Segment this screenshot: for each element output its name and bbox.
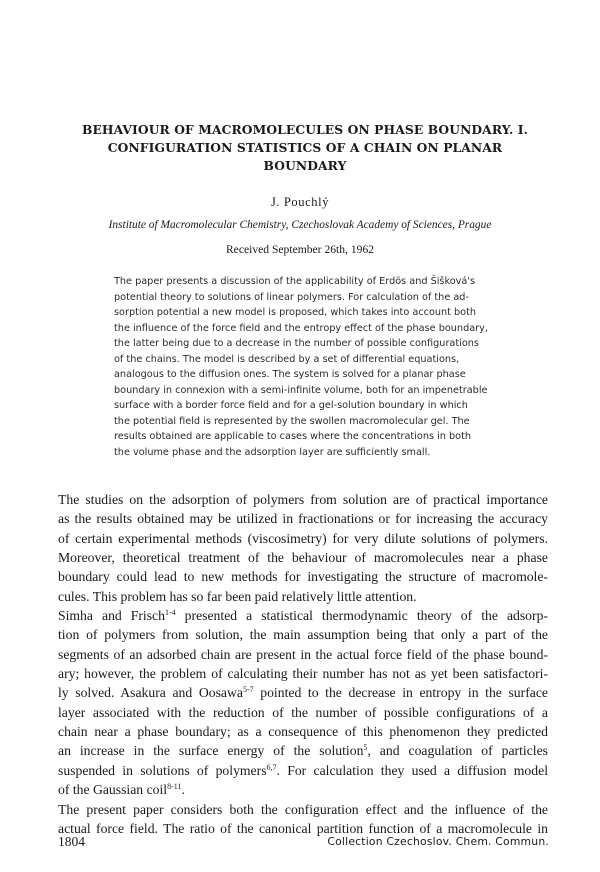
body-text-run: an increase in the surface energy of the solution xyxy=(58,743,364,759)
body-line: tion of polymers from solution, the main assumption being that only a part of the xyxy=(58,627,548,643)
abstract-line: sorption potential a new model is proposed, which takes into account both xyxy=(114,307,477,319)
body-line: Moreover, theoretical treatment of the behaviour of macromolecules near a phase xyxy=(58,550,548,566)
abstract-line: the volume phase and the adsorption layer are sufficiently small. xyxy=(114,447,431,459)
body-text-run: , and coagulation of particles xyxy=(367,743,548,759)
abstract-line: the influence of the force field and the entropy effect of the phase boundary, xyxy=(114,322,488,334)
abstract-line: analogous to the diffusion ones. The system is solved for a planar phase xyxy=(114,369,466,381)
abstract-line: boundary in connexion with a semi-infinite volume, both for an impenetrable xyxy=(114,384,488,396)
title-line-1: BEHAVIOUR OF MACROMOLECULES ON PHASE BOUNDARY. I. xyxy=(81,122,529,137)
body-text xyxy=(58,490,548,838)
body-line xyxy=(58,741,548,760)
abstract-line: results obtained are applicable to cases where the concentrations in both xyxy=(114,431,472,443)
abstract-line: the latter being due to a decrease in the number of possible configurations xyxy=(114,338,479,350)
abstract-line: of the chains. The model is described by a set of differential equations, xyxy=(114,353,460,365)
body-text-run: presented a statistical thermodynamic theory of the adsorp- xyxy=(175,608,548,624)
body-text-run: of the Gaussian coil xyxy=(58,782,168,798)
body-line: as the results obtained may be utilized in fractionations or for increasing the accuracy xyxy=(58,511,548,527)
abstract-line: potential theory to solutions of linear polymers. For calculation of the ad- xyxy=(114,291,469,303)
title-line-2: CONFIGURATION STATISTICS OF A CHAIN ON PLANAR BOUNDARY xyxy=(107,140,503,173)
body-line: cules. This problem has so far been paid relatively little attention. xyxy=(58,588,417,604)
citation-ref: 5-7 xyxy=(242,685,254,695)
citation-ref: 6,7 xyxy=(266,762,277,772)
body-line: layer associated with the reduction of the number of possible configurations of a xyxy=(58,704,548,720)
body-text-run: Simha and Frisch xyxy=(58,608,165,624)
body-line xyxy=(58,683,548,702)
abstract xyxy=(114,274,488,461)
received-date: Received September 26th, 1962 xyxy=(225,243,375,256)
body-line: The present paper considers both the configuration effect and the influence of the xyxy=(58,801,548,817)
body-line xyxy=(58,761,548,780)
article-title xyxy=(40,121,570,175)
body-text-run: suspended in solutions of polymers xyxy=(58,762,267,778)
author-affiliation: Institute of Macromolecular Chemistry, Czechoslovak Academy of Sciences, Prague xyxy=(108,219,492,231)
journal-name: Collection Czechoslov. Chem. Commun. xyxy=(327,835,549,848)
body-line: The studies on the adsorption of polymers from solution are of practical importance xyxy=(58,492,548,507)
body-line: boundary could lead to new methods for investigating the structure of macromole- xyxy=(58,569,548,585)
body-line: ary; however, the problem of calculating their number has not as yet been satisfactori- xyxy=(58,666,548,682)
page-number: 1804 xyxy=(58,834,85,849)
body-text-run: pointed to the decrease in entropy in the surface xyxy=(253,685,548,701)
body-line: of certain experimental methods (viscosimetry) for very dilute solutions of polymers. xyxy=(58,530,548,546)
body-line: actual force field. The ratio of the canonical partition function of a macromolecule in xyxy=(58,820,548,836)
citation-ref: 1-4 xyxy=(164,608,176,618)
abstract-line: The paper presents a discussion of the applicability of Erdös and Šišková's xyxy=(114,276,476,287)
body-text-run: . For calculation they used a diffusion model xyxy=(276,762,548,778)
body-line: segments of an adsorbed chain are present in the actual force field of the phase bound- xyxy=(58,646,548,662)
abstract-line: the potential field is represented by the swollen macromolecular gel. The xyxy=(114,415,470,427)
body-line xyxy=(58,606,548,625)
citation-ref: 8-11 xyxy=(167,782,182,792)
body-line: chain near a phase boundary; as a consequence of this phenomenon they predicted xyxy=(58,724,548,740)
body-text-run: . xyxy=(181,782,185,798)
body-text-run: ly solved. Asakura and Oosawa xyxy=(58,685,243,701)
abstract-line: surface with a border force field and for a gel-solution boundary in which xyxy=(114,400,468,412)
body-line xyxy=(58,780,548,799)
author-name: J. Pouchlý xyxy=(270,195,330,209)
citation-ref: 5 xyxy=(363,743,368,753)
